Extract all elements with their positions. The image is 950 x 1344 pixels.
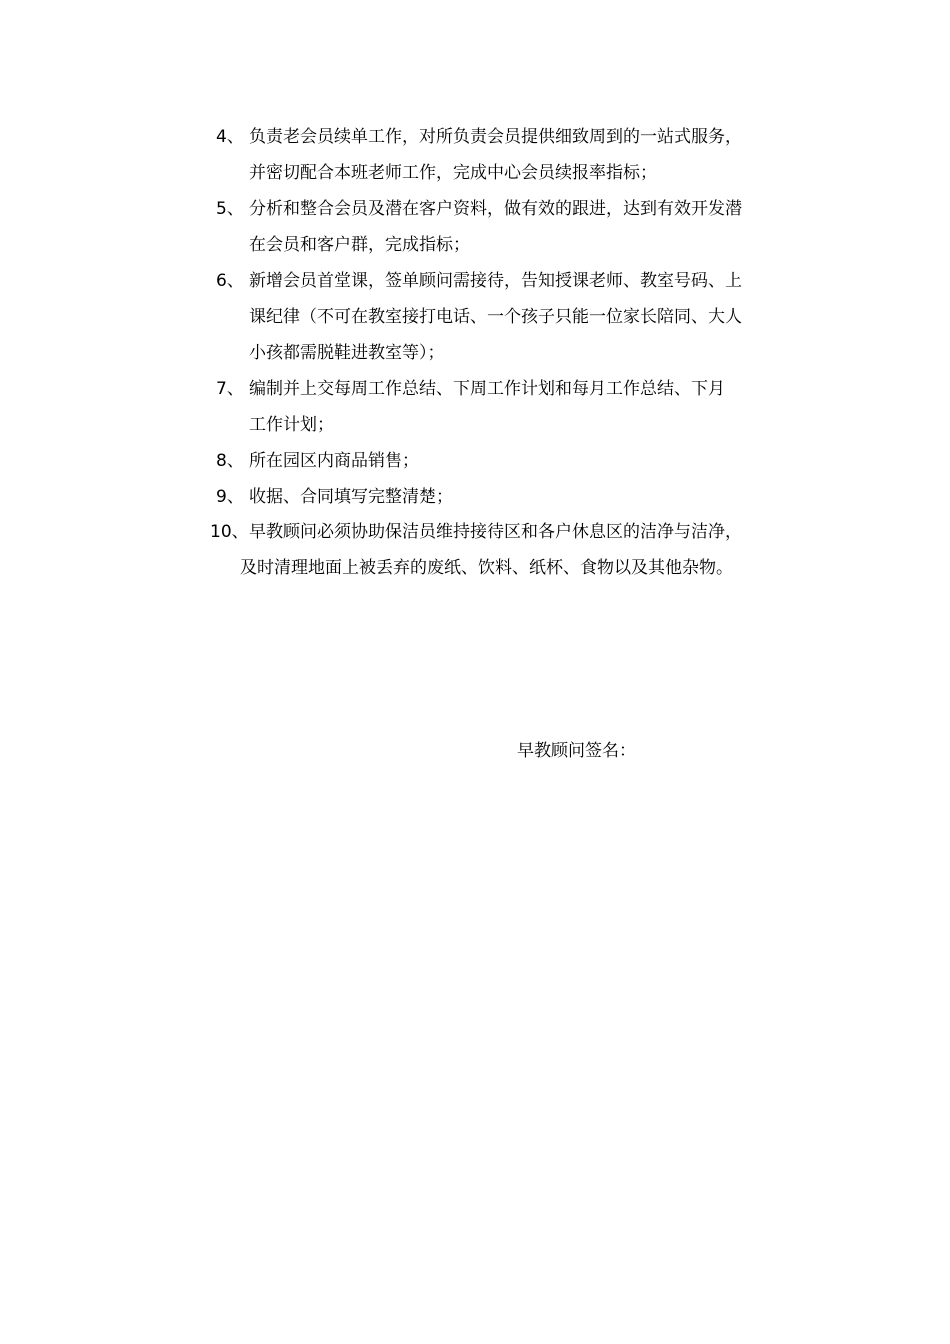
item-text-line: 并密切配合本班老师工作，完成中心会员续报率指标； xyxy=(249,163,657,183)
item-text-line: 工作计划； xyxy=(249,415,334,435)
item-text-line: 分析和整合会员及潜在客户资料，做有效的跟进，达到有效开发潜 xyxy=(249,199,742,219)
item-text-line: 课纪律（不可在教室接打电话、一个孩子只能一位家长陪同、大人 xyxy=(249,307,742,327)
item-number: 7、 xyxy=(216,379,244,399)
item-number: 5、 xyxy=(216,199,244,219)
item-number: 8、 xyxy=(216,451,244,471)
item-text-line: 小孩都需脱鞋进教室等）； xyxy=(249,343,445,363)
item-number: 6、 xyxy=(216,271,244,291)
item-text-line: 及时清理地面上被丢弃的废纸、饮料、纸杯、食物以及其他杂物。 xyxy=(240,558,733,578)
item-text-line: 收据、合同填写完整清楚； xyxy=(249,487,453,507)
item-text-line: 负责老会员续单工作，对所负责会员提供细致周到的一站式服务， xyxy=(249,127,742,147)
item-text-line: 编制并上交每周工作总结、下周工作计划和每月工作总结、下月 xyxy=(249,379,725,399)
item-text-line: 新增会员首堂课，签单顾问需接待，告知授课老师、教室号码、上 xyxy=(249,271,742,291)
item-text-line: 早教顾问必须协助保洁员维持接待区和各户休息区的洁净与洁净， xyxy=(249,522,742,542)
item-number: 10、 xyxy=(210,522,249,542)
item-number: 9、 xyxy=(216,487,244,507)
item-text-line: 在会员和客户群，完成指标； xyxy=(249,235,470,255)
item-number: 4、 xyxy=(216,127,244,147)
signature-label: 早教顾问签名： xyxy=(517,741,636,761)
item-text-line: 所在园区内商品销售； xyxy=(249,451,419,471)
